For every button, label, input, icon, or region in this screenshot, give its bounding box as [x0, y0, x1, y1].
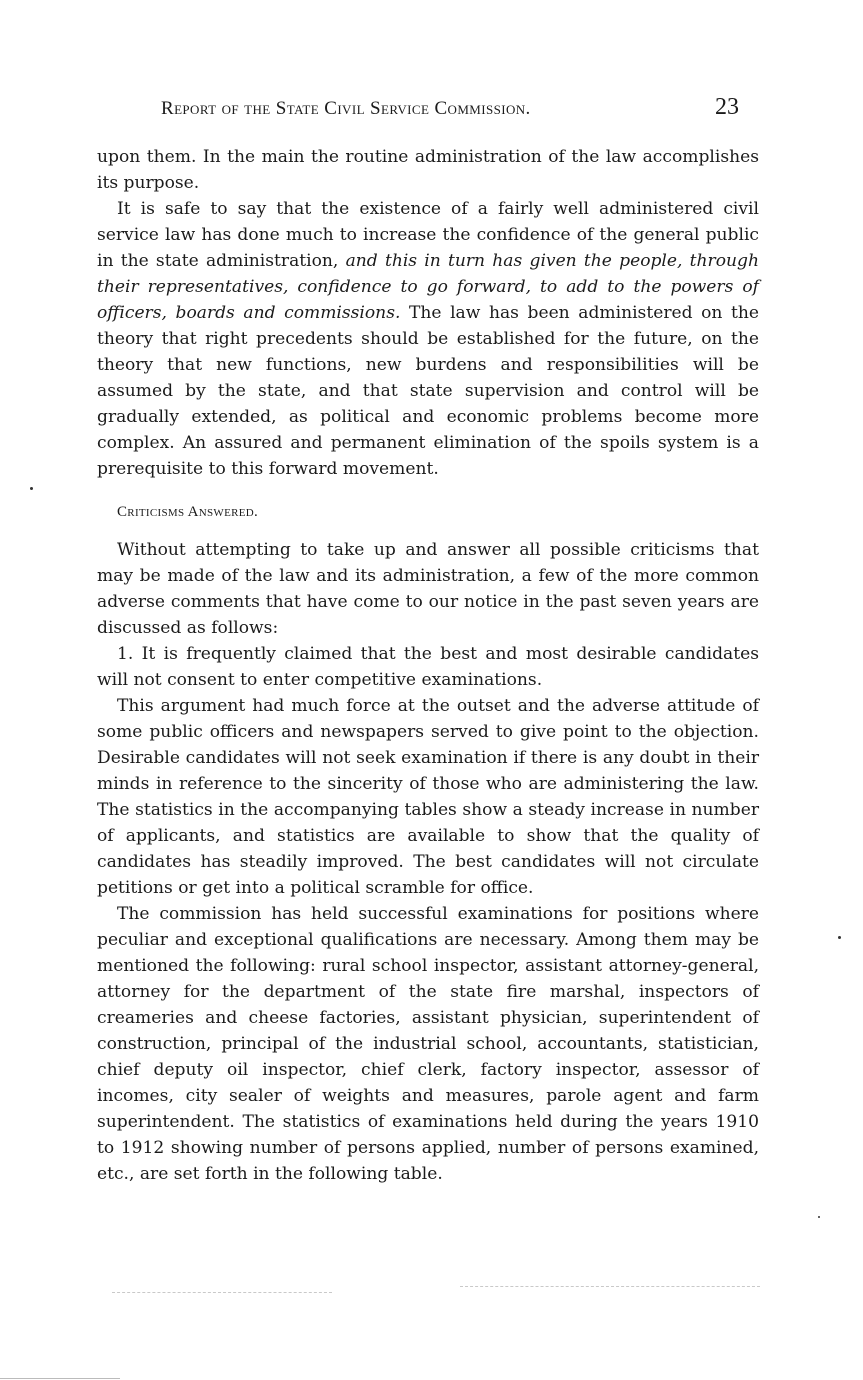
body-text [97, 144, 759, 1187]
italic-emphasis: and this in turn has given the people, through their representatives, confidence to go forward, to add to the powers of officers, boards and commissions. [97, 251, 759, 323]
paragraph-continuation: upon them. In the main the routine administration of the law accomplishes its purpose. [97, 147, 759, 193]
section-heading: Criticisms Answered. [117, 504, 259, 520]
print-speck [818, 1216, 820, 1218]
paragraph-intro-criticisms: Without attempting to take up and answer all possible criticisms that may be made of the law and its administration, a few of the more common adverse comments that have come to our notice in the past seven years are discussed as follows: [97, 540, 759, 638]
paragraph-criticism-1: 1. It is frequently claimed that the best and most desirable candidates will not consent to enter competitive examinations. [97, 644, 759, 690]
paragraph-argument: This argument had much force at the outset and the adverse attitude of some public officers and newspapers served to give point to the objection. Desirable candidates will not seek examination if there is any doubt in their minds in reference to the sincerity of those who are administering the law. The statistics in the accompanying tables show a steady increase in number of applicants, and statistics are available to show that the quality of candidates has steadily improved. The best candidates will not circulate petitions or get into a political scramble for office. [97, 696, 759, 898]
running-title: Report of the State Civil Service Commission. [161, 98, 531, 119]
print-speck [30, 487, 33, 490]
paragraph-text: The law has been administered on the theory that right precedents should be established for the future, on the theory that new functions, new burdens and responsibilities will be assumed by the state, and that state supervision and control will be gradually extended, as political and economic problems become more complex. An assured and permanent elimination of the spoils system is a prerequisite to this forward movement. [97, 303, 759, 479]
faint-rule [112, 1292, 332, 1293]
paragraph-text: It is safe to say that the existence of a fairly well administered civil service law has done much to increase the confidence of the general public in the state administration, [97, 199, 759, 271]
faint-rule [0, 1378, 120, 1379]
paragraph-civil-service-law [97, 196, 759, 482]
paragraph-examinations: The commission has held successful examinations for positions where peculiar and exceptional qualifications are necessary. Among them may be mentioned the following: rural school inspector, assistant attorney-general, attorney for the department of the state fire marshal, inspectors of creameries and cheese factories, assistant physician, superintendent of construction, principal of the industrial school, accountants, statistician, chief deputy oil inspector, chief clerk, factory inspector, assessor of incomes, city sealer of weights and measures, parole agent and farm superintendent. The statistics of examinations held during the years 1910 to 1912 showing number of persons applied, number of persons examined, etc., are set forth in the following table. [97, 904, 759, 1184]
page-number: 23 [715, 94, 739, 120]
faint-rule [460, 1286, 760, 1287]
running-header [95, 92, 745, 126]
print-speck [838, 936, 841, 939]
